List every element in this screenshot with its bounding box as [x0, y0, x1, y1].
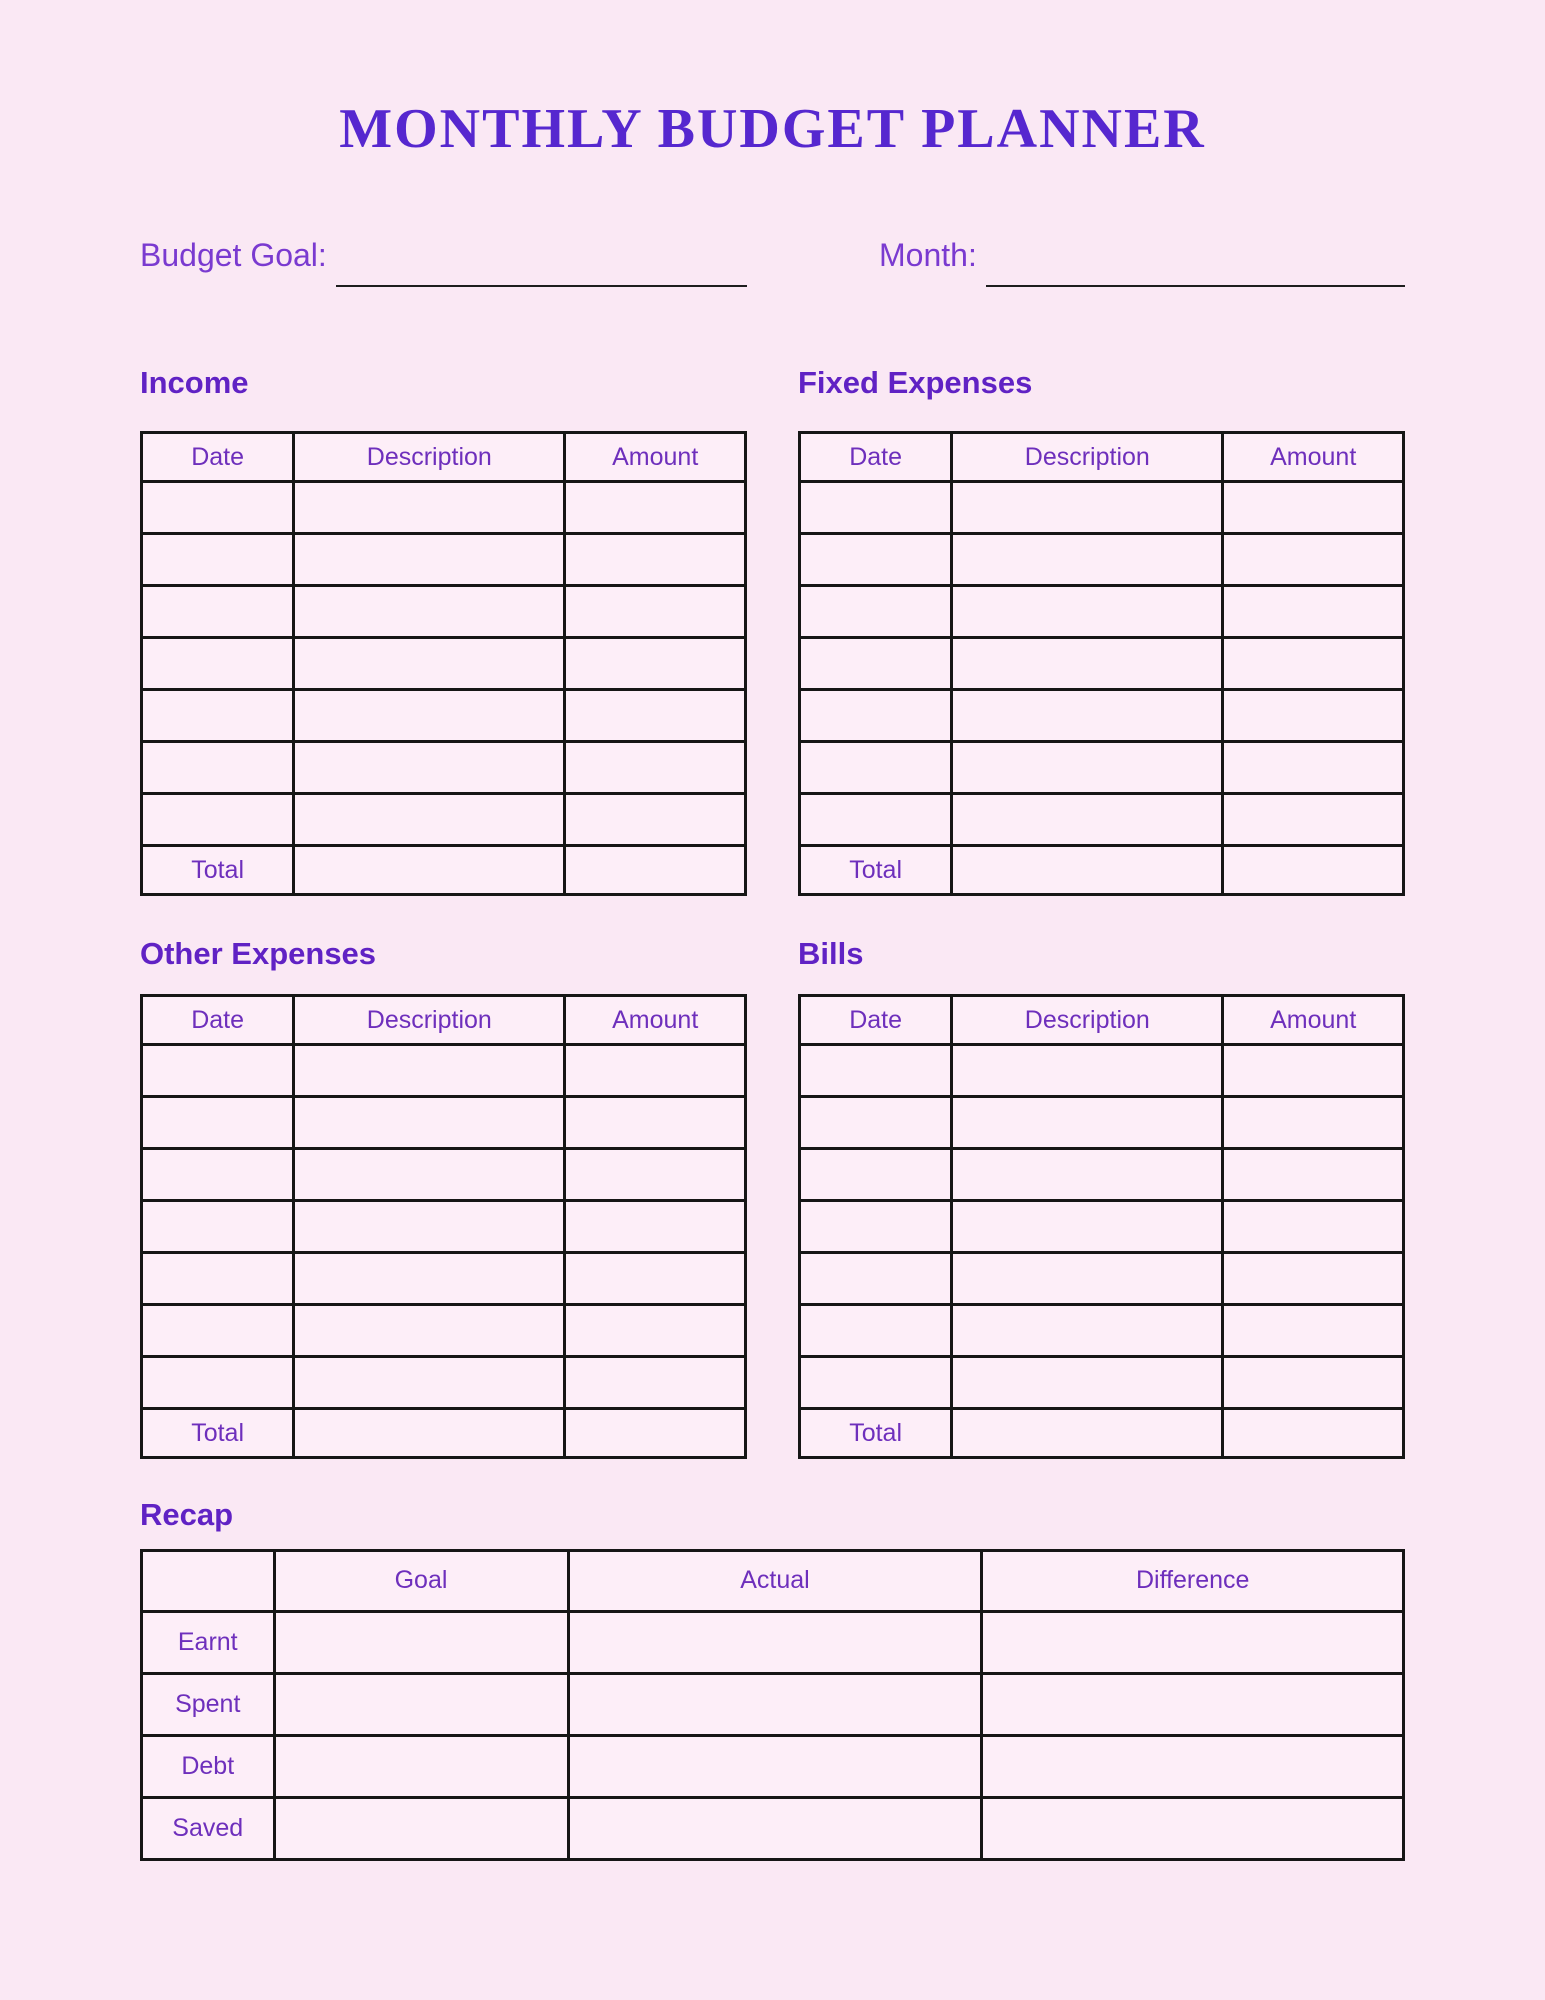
empty-cell[interactable] [800, 482, 952, 534]
total-row [142, 846, 746, 895]
empty-cell[interactable] [294, 742, 565, 794]
column-header-amount: Amount [1223, 433, 1404, 482]
empty-cell[interactable] [800, 794, 952, 846]
empty-cell[interactable] [142, 1253, 294, 1305]
recap-column-header-goal: Goal [274, 1550, 568, 1611]
empty-cell[interactable] [565, 1045, 746, 1097]
empty-cell[interactable] [294, 1149, 565, 1201]
budget-goal-label: Budget Goal: [140, 237, 327, 274]
empty-cell[interactable] [294, 1201, 565, 1253]
table-row [142, 690, 746, 742]
bills-section [798, 934, 1405, 1459]
total-description-cell[interactable] [952, 1409, 1223, 1458]
empty-cell[interactable] [294, 690, 565, 742]
empty-cell[interactable] [565, 1305, 746, 1357]
column-header-amount: Amount [565, 996, 746, 1045]
budget-goal-field [140, 235, 747, 277]
empty-cell[interactable] [800, 638, 952, 690]
total-row [142, 1409, 746, 1458]
empty-cell[interactable] [800, 586, 952, 638]
income-table-body [142, 482, 746, 846]
empty-cell[interactable] [1223, 794, 1404, 846]
recap-corner-cell [142, 1550, 275, 1611]
recap-section [140, 1495, 1405, 1860]
table-row [800, 794, 1404, 846]
empty-cell[interactable] [1223, 1201, 1404, 1253]
empty-cell[interactable] [1223, 742, 1404, 794]
empty-cell[interactable] [952, 1253, 1223, 1305]
empty-cell[interactable] [800, 1045, 952, 1097]
empty-cell[interactable] [565, 1357, 746, 1409]
column-header-description: Description [952, 996, 1223, 1045]
table-row [800, 1253, 1404, 1305]
empty-cell[interactable] [142, 638, 294, 690]
total-amount-cell[interactable] [565, 846, 746, 895]
bills-table-body [800, 1045, 1404, 1409]
total-description-cell[interactable] [294, 1409, 565, 1458]
fixed-expenses-table [798, 431, 1405, 896]
total-label: Total [142, 1409, 294, 1458]
empty-cell[interactable] [294, 1097, 565, 1149]
table-row [142, 1149, 746, 1201]
empty-cell[interactable] [142, 1097, 294, 1149]
empty-cell[interactable] [274, 1611, 568, 1673]
empty-cell[interactable] [1223, 1097, 1404, 1149]
total-label: Total [800, 846, 952, 895]
table-row [142, 1097, 746, 1149]
income-section [140, 363, 747, 896]
empty-cell[interactable] [952, 586, 1223, 638]
column-header-date: Date [142, 433, 294, 482]
empty-cell[interactable] [952, 1201, 1223, 1253]
table-row [142, 742, 746, 794]
table-row [800, 1097, 1404, 1149]
empty-cell[interactable] [1223, 1305, 1404, 1357]
table-row [800, 690, 1404, 742]
table-row [800, 586, 1404, 638]
empty-cell[interactable] [142, 1201, 294, 1253]
empty-cell[interactable] [565, 1097, 746, 1149]
column-header-amount: Amount [1223, 996, 1404, 1045]
empty-cell[interactable] [142, 482, 294, 534]
fixed-expenses-section [798, 363, 1405, 896]
empty-cell[interactable] [952, 742, 1223, 794]
table-row [800, 1045, 1404, 1097]
table-row [142, 1357, 746, 1409]
empty-cell[interactable] [294, 794, 565, 846]
column-header-date: Date [800, 433, 952, 482]
empty-cell[interactable] [294, 482, 565, 534]
header-row [800, 996, 1404, 1045]
top-tables-row [140, 363, 1405, 896]
income-heading: Income [140, 364, 249, 400]
table-row [142, 1201, 746, 1253]
other-expenses-section [140, 934, 747, 1459]
other-expenses-heading: Other Expenses [140, 936, 377, 972]
empty-cell[interactable] [568, 1673, 982, 1735]
empty-cell[interactable] [1223, 1149, 1404, 1201]
recap-row-debt [142, 1735, 1404, 1797]
fixed-expenses-heading: Fixed Expenses [798, 364, 1033, 400]
recap-header-row [142, 1550, 1404, 1611]
empty-cell[interactable] [800, 1097, 952, 1149]
empty-cell[interactable] [565, 794, 746, 846]
empty-cell[interactable] [1223, 1253, 1404, 1305]
empty-cell[interactable] [568, 1797, 982, 1859]
empty-cell[interactable] [274, 1797, 568, 1859]
empty-cell[interactable] [1223, 534, 1404, 586]
empty-cell[interactable] [565, 690, 746, 742]
empty-cell[interactable] [952, 794, 1223, 846]
empty-cell[interactable] [952, 1097, 1223, 1149]
empty-cell[interactable] [800, 1149, 952, 1201]
empty-cell[interactable] [565, 1253, 746, 1305]
column-header-date: Date [142, 996, 294, 1045]
header-row [142, 996, 746, 1045]
empty-cell[interactable] [982, 1611, 1404, 1673]
table-row [800, 534, 1404, 586]
empty-cell[interactable] [800, 1253, 952, 1305]
empty-cell[interactable] [142, 586, 294, 638]
empty-cell[interactable] [800, 690, 952, 742]
other-expenses-table-body [142, 1045, 746, 1409]
table-row [800, 638, 1404, 690]
total-amount-cell[interactable] [565, 1409, 746, 1458]
empty-cell[interactable] [565, 482, 746, 534]
empty-cell[interactable] [952, 1357, 1223, 1409]
empty-cell[interactable] [800, 534, 952, 586]
empty-cell[interactable] [952, 690, 1223, 742]
column-header-date: Date [800, 996, 952, 1045]
column-header-amount: Amount [565, 433, 746, 482]
empty-cell[interactable] [952, 638, 1223, 690]
empty-cell[interactable] [294, 534, 565, 586]
recap-row-spent [142, 1673, 1404, 1735]
empty-cell[interactable] [565, 1201, 746, 1253]
empty-cell[interactable] [274, 1735, 568, 1797]
column-header-description: Description [294, 996, 565, 1045]
empty-cell[interactable] [952, 1305, 1223, 1357]
table-row [142, 794, 746, 846]
bills-table [798, 994, 1405, 1459]
column-header-description: Description [952, 433, 1223, 482]
empty-cell[interactable] [142, 690, 294, 742]
empty-cell[interactable] [952, 1045, 1223, 1097]
empty-cell[interactable] [952, 534, 1223, 586]
recap-row-earnt [142, 1611, 1404, 1673]
page-title: MONTHLY BUDGET PLANNER [339, 98, 1206, 160]
total-label: Total [800, 1409, 952, 1458]
empty-cell[interactable] [1223, 1045, 1404, 1097]
table-row [142, 586, 746, 638]
recap-column-header-actual: Actual [568, 1550, 982, 1611]
empty-cell[interactable] [568, 1735, 982, 1797]
recap-heading: Recap [140, 1497, 234, 1533]
header-row [800, 433, 1404, 482]
table-row [800, 742, 1404, 794]
empty-cell[interactable] [294, 1045, 565, 1097]
empty-cell[interactable] [565, 534, 746, 586]
fixed-expenses-table-body [800, 482, 1404, 846]
table-row [142, 534, 746, 586]
month-input-line[interactable] [986, 251, 1405, 287]
empty-cell[interactable] [274, 1673, 568, 1735]
total-row [800, 846, 1404, 895]
table-row [142, 638, 746, 690]
table-row [142, 1305, 746, 1357]
table-row [142, 1045, 746, 1097]
empty-cell[interactable] [1223, 586, 1404, 638]
empty-cell[interactable] [982, 1673, 1404, 1735]
empty-cell[interactable] [294, 1305, 565, 1357]
empty-cell[interactable] [565, 742, 746, 794]
budget-goal-input-line[interactable] [336, 251, 747, 287]
fields-row [140, 235, 1405, 277]
total-amount-cell[interactable] [1223, 846, 1404, 895]
empty-cell[interactable] [1223, 1357, 1404, 1409]
recap-row-saved [142, 1797, 1404, 1859]
empty-cell[interactable] [800, 1201, 952, 1253]
empty-cell[interactable] [800, 1357, 952, 1409]
total-description-cell[interactable] [294, 846, 565, 895]
month-field [798, 235, 1405, 277]
table-row [800, 1305, 1404, 1357]
empty-cell[interactable] [982, 1735, 1404, 1797]
bills-heading: Bills [798, 936, 864, 972]
empty-cell[interactable] [565, 586, 746, 638]
recap-column-header-difference: Difference [982, 1550, 1404, 1611]
total-row [800, 1409, 1404, 1458]
empty-cell[interactable] [568, 1611, 982, 1673]
table-row [800, 1201, 1404, 1253]
recap-row-label-debt: Debt [142, 1735, 275, 1797]
empty-cell[interactable] [1223, 638, 1404, 690]
recap-row-label-saved: Saved [142, 1797, 275, 1859]
total-label: Total [142, 846, 294, 895]
empty-cell[interactable] [952, 1149, 1223, 1201]
empty-cell[interactable] [294, 638, 565, 690]
table-row [800, 1149, 1404, 1201]
empty-cell[interactable] [294, 586, 565, 638]
total-amount-cell[interactable] [1223, 1409, 1404, 1458]
empty-cell[interactable] [1223, 482, 1404, 534]
recap-row-label-earnt: Earnt [142, 1611, 275, 1673]
recap-row-label-spent: Spent [142, 1673, 275, 1735]
table-row [142, 482, 746, 534]
empty-cell[interactable] [800, 1305, 952, 1357]
empty-cell[interactable] [800, 742, 952, 794]
recap-table [140, 1549, 1405, 1861]
empty-cell[interactable] [952, 482, 1223, 534]
empty-cell[interactable] [565, 1149, 746, 1201]
empty-cell[interactable] [142, 1305, 294, 1357]
income-table [140, 431, 747, 896]
empty-cell[interactable] [294, 1357, 565, 1409]
empty-cell[interactable] [982, 1797, 1404, 1859]
table-row [800, 1357, 1404, 1409]
empty-cell[interactable] [294, 1253, 565, 1305]
table-row [142, 1253, 746, 1305]
total-description-cell[interactable] [952, 846, 1223, 895]
month-label: Month: [879, 237, 977, 274]
header-row [142, 433, 746, 482]
empty-cell[interactable] [142, 1149, 294, 1201]
bottom-tables-row [140, 934, 1405, 1459]
empty-cell[interactable] [142, 1045, 294, 1097]
empty-cell[interactable] [142, 534, 294, 586]
table-row [800, 482, 1404, 534]
other-expenses-table [140, 994, 747, 1459]
empty-cell[interactable] [142, 794, 294, 846]
empty-cell[interactable] [142, 1357, 294, 1409]
empty-cell[interactable] [565, 638, 746, 690]
column-header-description: Description [294, 433, 565, 482]
empty-cell[interactable] [1223, 690, 1404, 742]
empty-cell[interactable] [142, 742, 294, 794]
